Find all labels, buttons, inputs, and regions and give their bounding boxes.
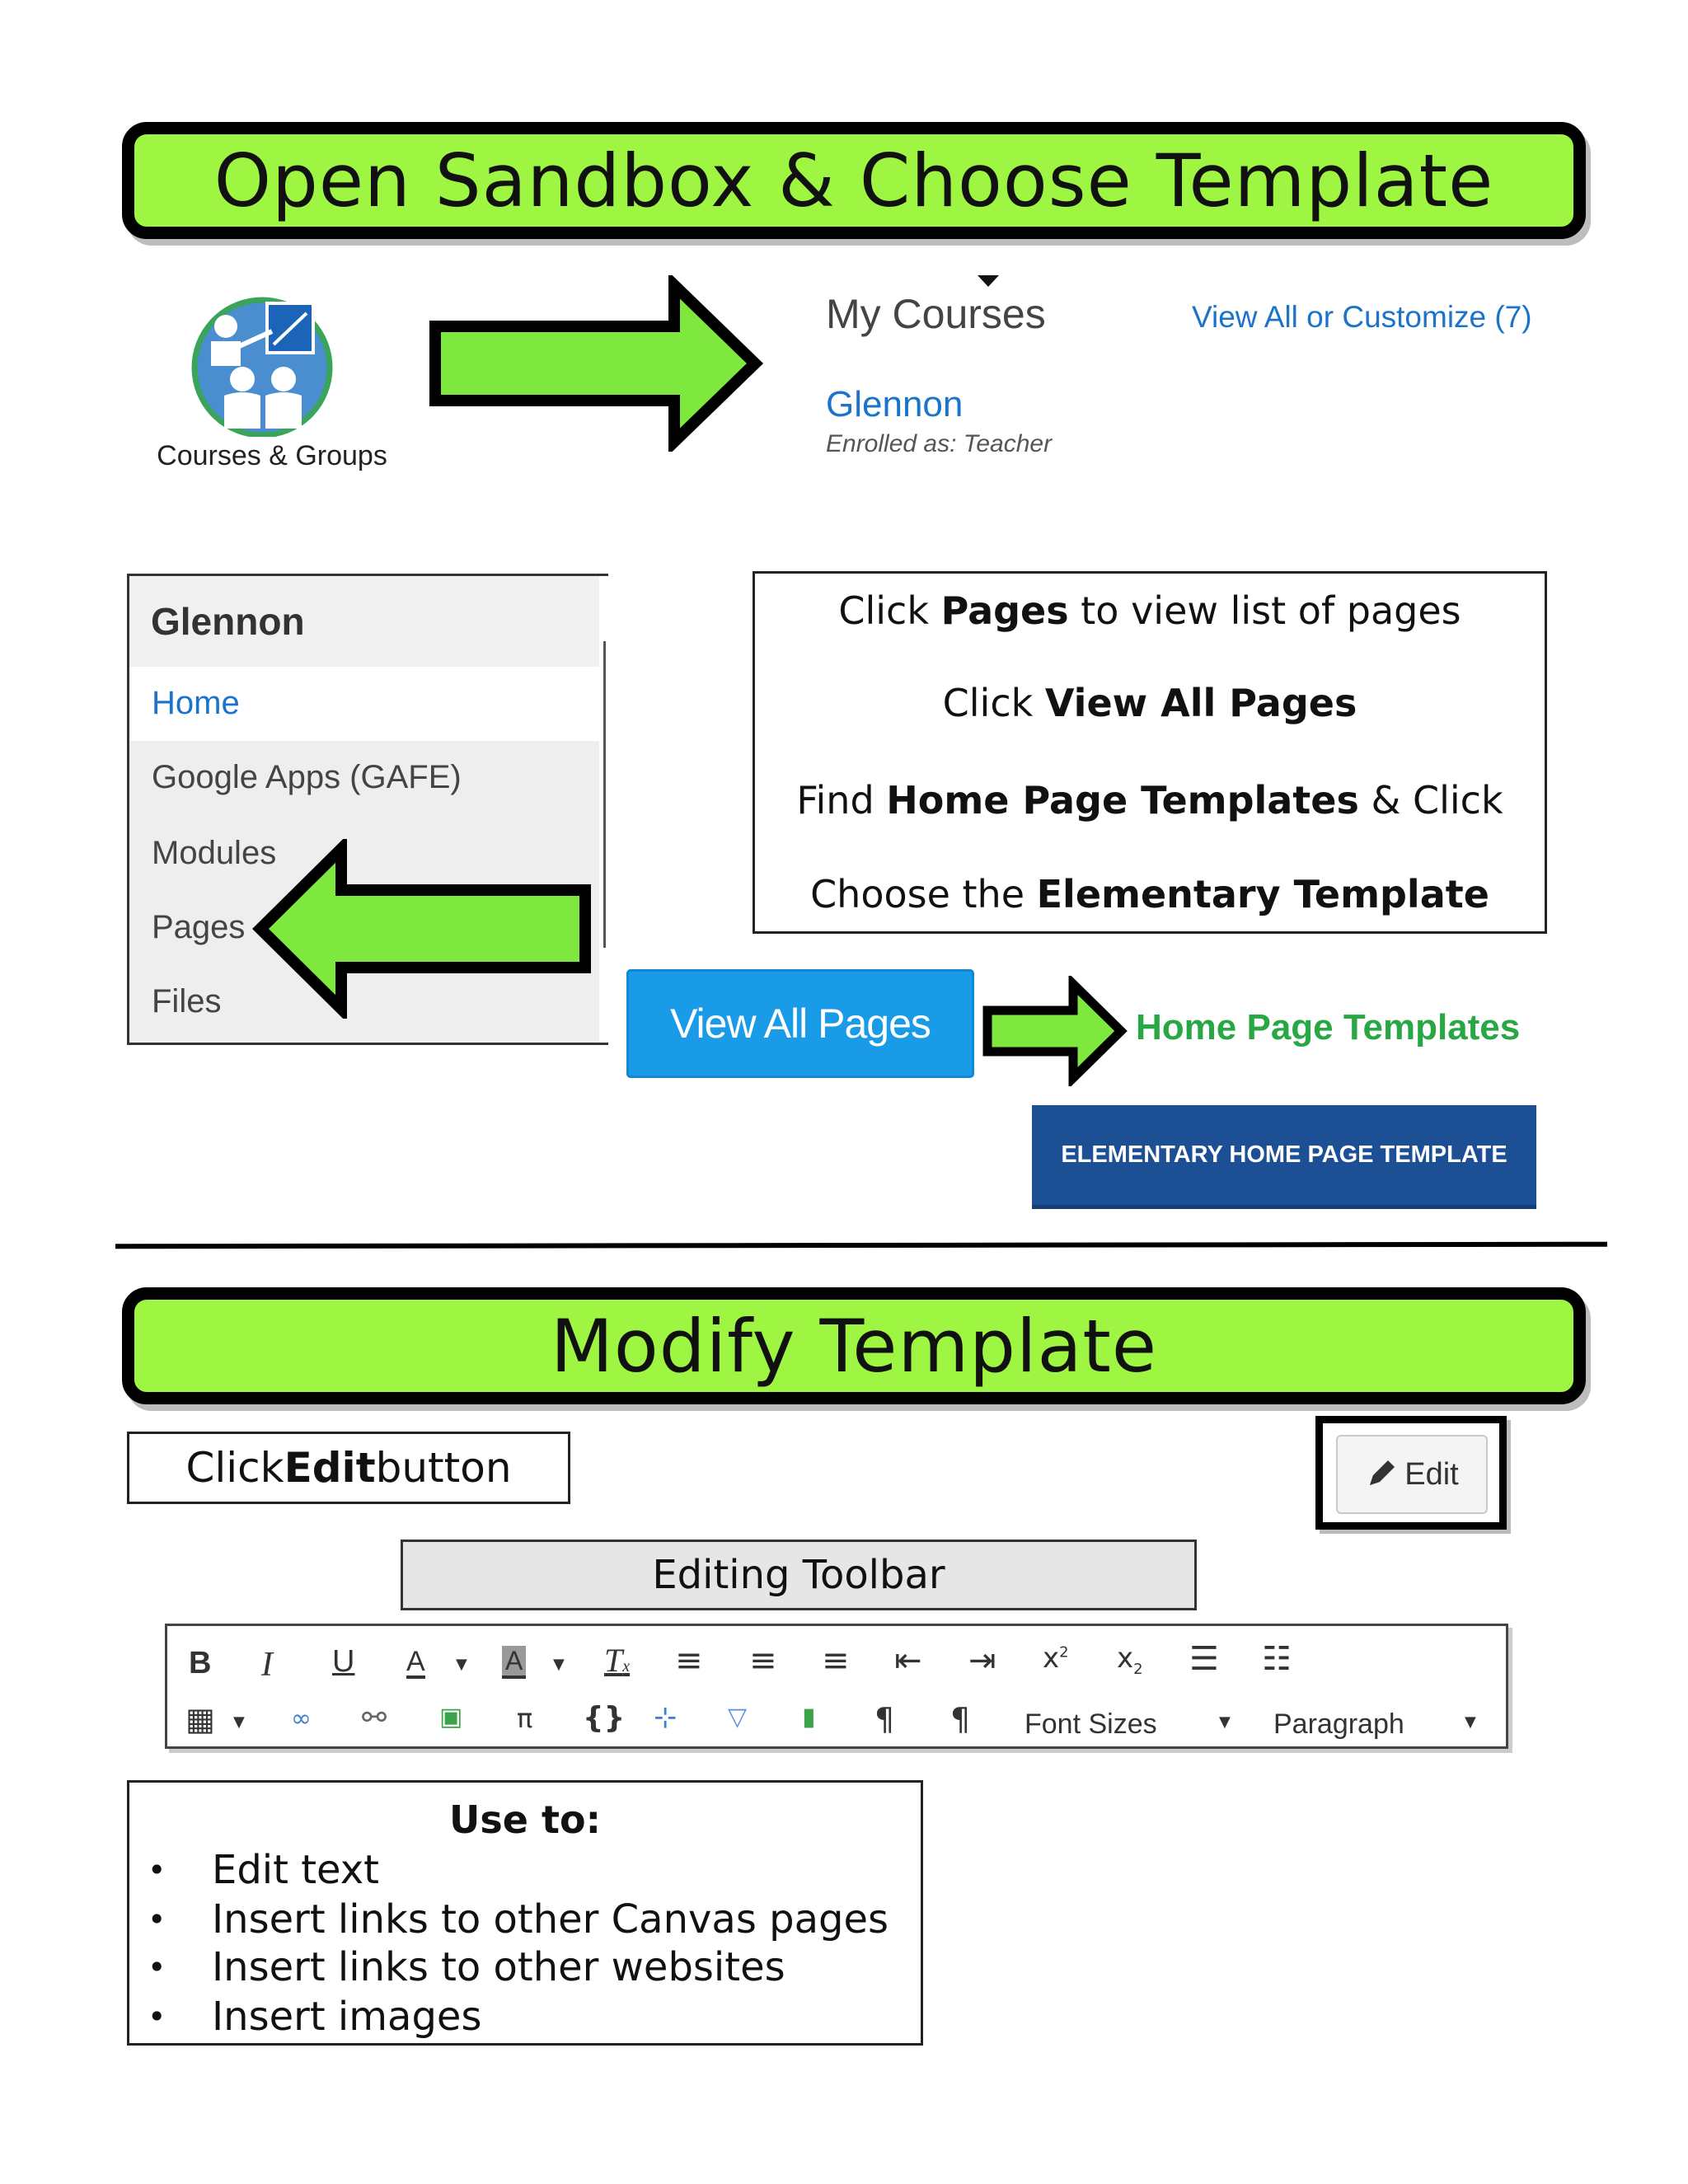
equation-icon[interactable]: π: [517, 1703, 533, 1734]
nav-item-pages[interactable]: Pages: [152, 909, 246, 945]
ltr-icon[interactable]: ¶: [874, 1701, 895, 1737]
nav-right-border: [603, 641, 606, 948]
media-icon[interactable]: ▽: [728, 1703, 748, 1732]
indent-icon[interactable]: ⇥: [968, 1642, 996, 1680]
image-icon[interactable]: ▣: [439, 1703, 463, 1732]
edit-instruction-box: Click Edit button: [127, 1432, 570, 1504]
bullet: •: [148, 1949, 166, 1985]
align-center-icon[interactable]: ≡: [749, 1642, 777, 1680]
courses-groups-icon[interactable]: [186, 293, 338, 437]
course-link-glennon[interactable]: Glennon: [826, 384, 964, 424]
my-courses-title: My Courses: [826, 291, 1046, 337]
superscript-icon[interactable]: $x^2$: [1043, 1642, 1069, 1675]
font-sizes-select[interactable]: Font Sizes: [1025, 1708, 1157, 1740]
outdent-icon[interactable]: ⇤: [894, 1642, 922, 1680]
instructions-box: [753, 571, 1547, 934]
chevron-down-icon[interactable]: ▼: [233, 1713, 245, 1731]
use-to-box: [127, 1780, 923, 2046]
instruction-line: Click View All Pages: [942, 681, 1357, 725]
use-to-item: Edit text: [212, 1847, 379, 1893]
view-all-customize-link[interactable]: View All or Customize (7): [1192, 300, 1532, 334]
use-to-title: Use to:: [449, 1797, 601, 1842]
chevron-down-icon: [978, 275, 999, 287]
use-to-item: Insert links to other Canvas pages: [212, 1896, 889, 1943]
use-to-item: Insert links to other websites: [212, 1944, 785, 1990]
section-banner-modify-template: [122, 1287, 1586, 1404]
underline-icon[interactable]: U: [332, 1644, 355, 1679]
table-icon[interactable]: ▦: [185, 1701, 215, 1737]
bullet-list-icon[interactable]: ☰: [1189, 1640, 1219, 1678]
bold-icon[interactable]: B: [189, 1646, 212, 1680]
editing-toolbar: [165, 1624, 1508, 1749]
bullet: •: [148, 1901, 166, 1938]
align-left-icon[interactable]: ≡: [675, 1642, 703, 1680]
home-page-templates-link[interactable]: Home Page Templates: [1136, 1007, 1521, 1047]
edit-button-label: Edit: [1404, 1456, 1459, 1492]
courses-groups-label: Courses & Groups: [157, 440, 387, 471]
left-arrow-icon: [252, 839, 593, 1019]
right-arrow-small-icon: [981, 976, 1129, 1086]
right-arrow-icon: [427, 275, 765, 452]
pencil-icon: [1365, 1459, 1396, 1490]
align-right-icon[interactable]: ≡: [822, 1642, 850, 1680]
nav-item-google-apps[interactable]: Google Apps (GAFE): [152, 759, 462, 795]
clear-formatting-icon[interactable]: Tx: [604, 1642, 631, 1679]
bullet: •: [148, 1852, 166, 1888]
nav-item-modules[interactable]: Modules: [152, 835, 277, 871]
enrollment-status: Enrolled as: Teacher: [826, 430, 1053, 457]
unlink-icon[interactable]: ⚯: [362, 1701, 387, 1735]
section-divider: [115, 1242, 1607, 1249]
edit-button[interactable]: [1336, 1435, 1488, 1514]
use-to-item: Insert images: [212, 1994, 482, 2040]
italic-icon[interactable]: I: [261, 1646, 273, 1684]
chevron-down-icon[interactable]: ▼: [1465, 1713, 1476, 1731]
edit-button-frame: [1315, 1416, 1507, 1530]
view-all-pages-button[interactable]: View All Pages: [626, 969, 974, 1078]
subscript-icon[interactable]: $x_2$: [1117, 1642, 1143, 1678]
section-title: Modify Template: [550, 1303, 1158, 1389]
section-banner-open-sandbox: [122, 122, 1586, 239]
html-icon[interactable]: {}: [583, 1701, 626, 1735]
numbered-list-icon[interactable]: ☷: [1262, 1640, 1292, 1678]
instruction-line: Choose the Elementary Template: [810, 872, 1489, 916]
editing-toolbar-label: Editing Toolbar: [401, 1540, 1197, 1610]
rtl-icon[interactable]: ¶: [950, 1701, 971, 1737]
elementary-template-button[interactable]: ELEMENTARY HOME PAGE TEMPLATE: [1032, 1105, 1536, 1209]
bullet: •: [148, 1999, 166, 2035]
chevron-down-icon[interactable]: ▼: [553, 1656, 565, 1673]
instruction-line: Click Pages to view list of pages: [838, 588, 1461, 633]
background-color-icon[interactable]: A: [502, 1646, 526, 1679]
embed-icon[interactable]: ⊹: [654, 1701, 678, 1734]
chevron-down-icon[interactable]: ▼: [1219, 1713, 1231, 1731]
course-nav-header: Glennon: [129, 576, 599, 667]
section-title: Open Sandbox & Choose Template: [213, 138, 1494, 223]
instruction-line: Find Home Page Templates & Click: [796, 778, 1503, 823]
paragraph-select[interactable]: Paragraph: [1273, 1708, 1404, 1740]
text-color-icon[interactable]: A: [406, 1646, 425, 1677]
nav-item-files[interactable]: Files: [152, 983, 222, 1019]
document-icon[interactable]: ▮: [802, 1703, 816, 1732]
nav-item-home[interactable]: Home: [152, 685, 240, 721]
chevron-down-icon[interactable]: ▼: [456, 1656, 467, 1673]
link-icon[interactable]: ∞: [291, 1704, 312, 1733]
